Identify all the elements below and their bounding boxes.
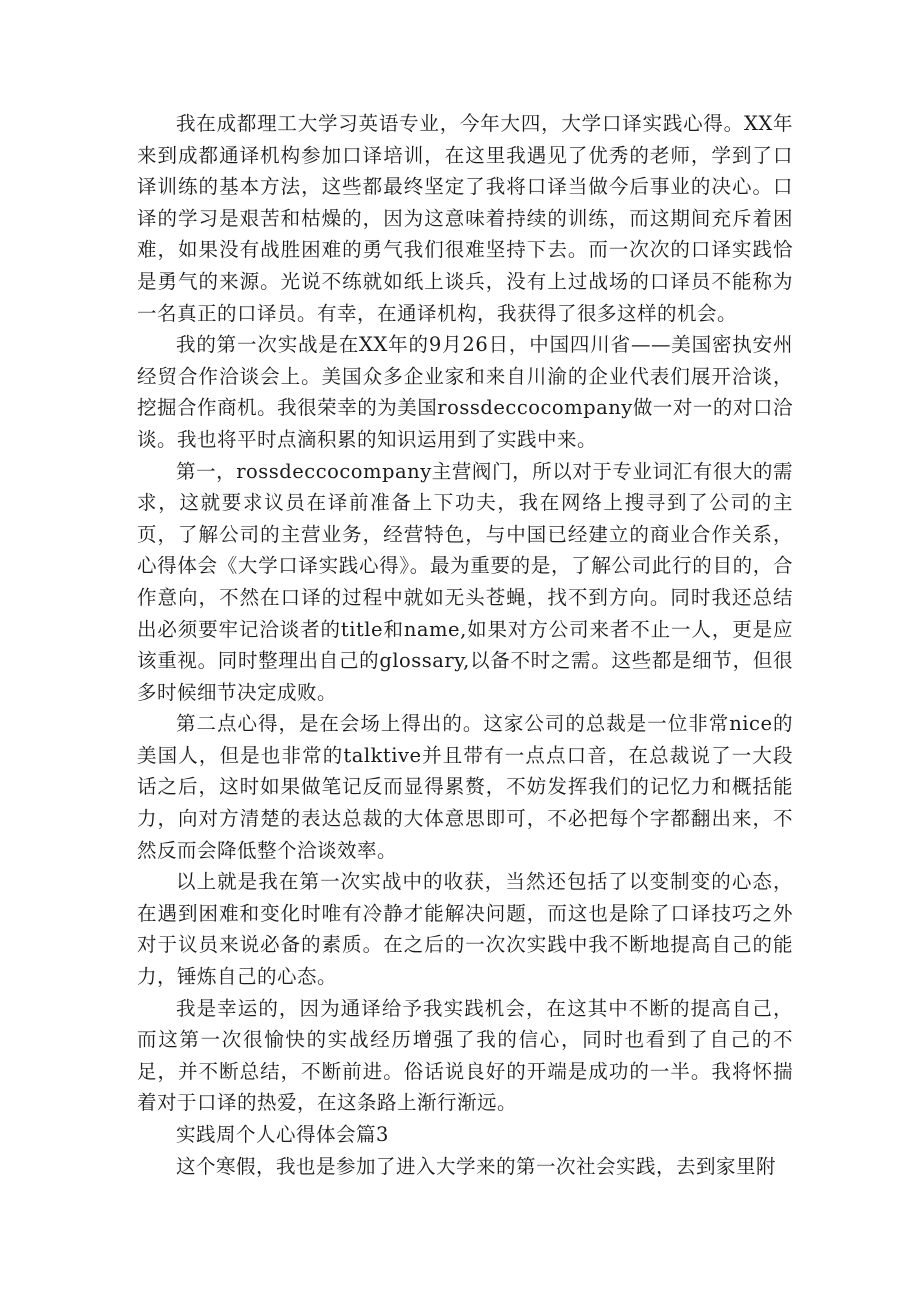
section-heading: 实践周个人心得体会篇3 <box>176 1123 389 1146</box>
document-body <box>137 108 793 1182</box>
paragraph-point-one: 第一，rossdeccocompany主营阀门，所以对于专业词汇有很大的需求，这就要求议员在译前准备上下功夫，我在网络上搜寻到了公司的主页，了解公司的主营业务，经营特色，与中国已经建立的商业合作关系，心得体会《大学口译实践心得》。最为重要的是，了解公司此行的目的，合作意向，不然在口译的过程中就如无头苍蝇，找不到方向。同时我还总结出必须要牢记洽谈者的title和name,如果对方公司来者不止一人，更是应该重视。同时整理出自己的glossary,以备不时之需。这些都是细节，但很多时候细节决定成败。 <box>137 459 793 704</box>
paragraph-conclusion: 我是幸运的，因为通译给予我实践机会，在这其中不断的提高自己，而这第一次很愉快的实战经历增强了我的信心，同时也看到了自己的不足，并不断总结，不断前进。俗话说良好的开端是成功的一半。我将怀揣着对于口译的热爱，在这条路上渐行渐远。 <box>137 996 793 1115</box>
paragraph-first-practice: 我的第一次实战是在XX年的9月26日，中国四川省——美国密执安州经贸合作洽谈会上。美国众多企业家和来自川渝的企业代表们展开洽谈，挖掘合作商机。我很荣幸的为美国rossdeccocompany做一对一的对口洽谈。我也将平时点滴积累的知识运用到了实践中来。 <box>137 333 793 451</box>
paragraph-intro: 我在成都理工大学习英语专业，今年大四，大学口译实践心得。XX年来到成都通译机构参加口译培训，在这里我遇见了优秀的老师，学到了口译训练的基本方法，这些都最终坚定了我将口译当做今后事业的决心。口译的学习是艰苦和枯燥的，因为这意味着持续的训练，而这期间充斥着困难，如果没有战胜困难的勇气我们很难坚持下去。而一次次的口译实践恰是勇气的来源。光说不练就如纸上谈兵，没有上过战场的口译员不能称为一名真正的口译员。有幸，在通译机构，我获得了很多这样的机会。 <box>137 112 793 325</box>
paragraph-point-two: 第二点心得，是在会场上得出的。这家公司的总裁是一位非常nice的美国人，但是也非常的talktive并且带有一点点口音，在总裁说了一大段话之后，这时如果做笔记反而显得累赘，不妨发挥我们的记忆力和概括能力，向对方清楚的表达总裁的大体意思即可，不必把每个字都翻出来，不然反而会降低整个洽谈效率。 <box>137 712 793 862</box>
paragraph-summary: 以上就是我在第一次实战中的收获，当然还包括了以变制变的心态，在遇到困难和变化时唯有冷静才能解决问题，而这也是除了口译技巧之外对于议员来说必备的素质。在之后的一次次实践中我不断地提高自己的能力，锤炼自己的心态。 <box>137 870 793 989</box>
paragraph-next-section: 这个寒假，我也是参加了进入大学来的第一次社会实践，去到家里附 <box>176 1154 777 1178</box>
